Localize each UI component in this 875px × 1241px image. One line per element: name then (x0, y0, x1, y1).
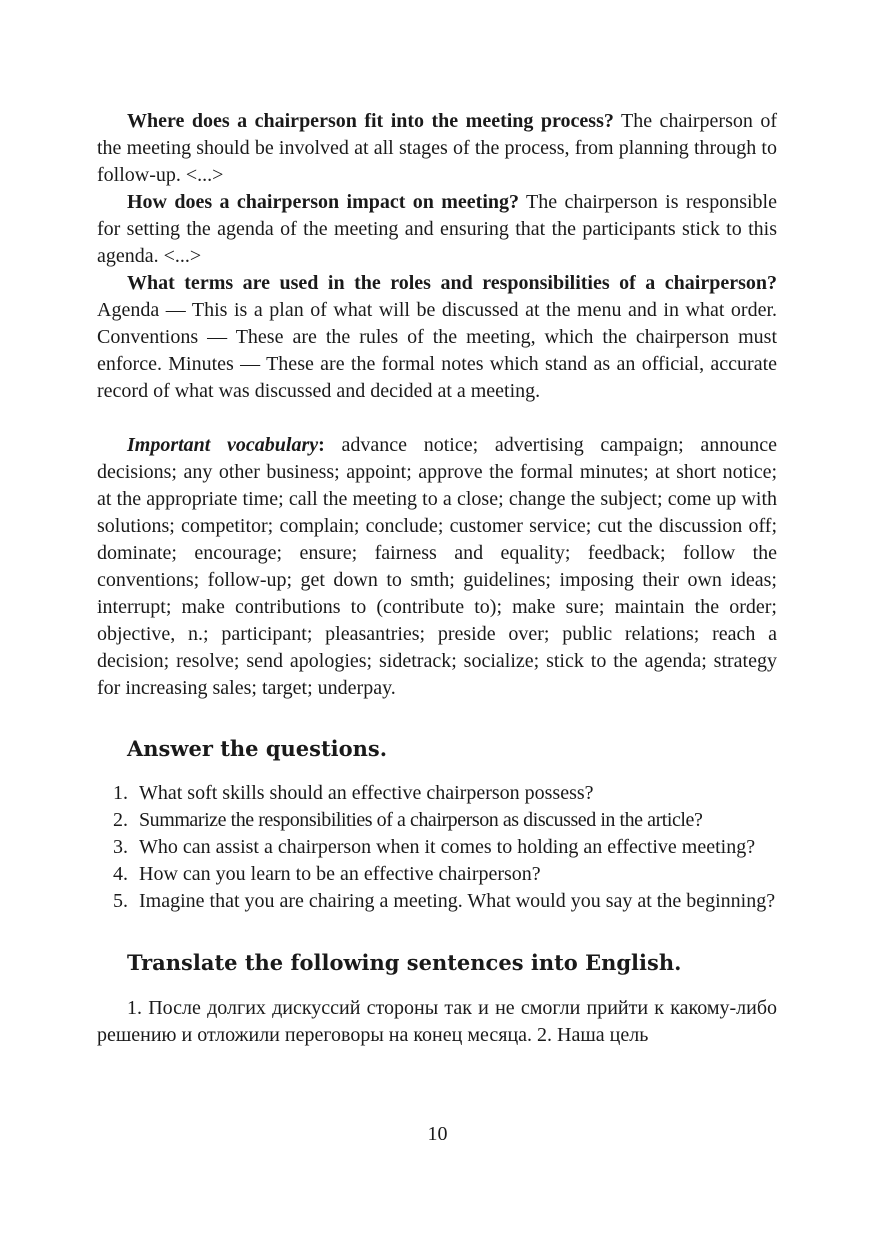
question-item (97, 861, 777, 888)
paragraph-chairperson-process (97, 108, 777, 189)
paragraph-text: The chairperson of the meeting should be involved at all stages of the process, from planning through to follow-up. <...> (97, 110, 777, 186)
question-text: Summarize the responsibilities of a chairperson as discussed in the article? (139, 809, 703, 831)
question-text: Imagine that you are chairing a meeting. What would you say at the beginning? (139, 890, 776, 912)
paragraph-text: The chairperson is responsible for setting the agenda of the meeting and ensuring that the participants stick to this agenda. <...> (97, 191, 777, 267)
paragraph-lead: What terms are used in the roles and responsibilities of a chairperson? (127, 272, 777, 294)
paragraph-chairperson-terms (97, 270, 777, 405)
vocabulary-text: advance notice; advertising campaign; announce decisions; any other business; appoint; approve the formal minutes; at short notice; at the appropriate time; call the meeting to a close; change the subject; come up with solutions; competitor; complain; conclude; customer service; cut the discussion off; dominate; encourage; ensure; fairness and equality; feedback; follow the conventions; follow-up; get down to smth; guidelines; imposing their own ideas; interrupt; make contributions to (contribute to); make sure; maintain the order; objective, n.; participant; pleasantries; preside over; public relations; reach a decision; resolve; send apologies; sidetrack; socialize; stick to the agenda; strategy for increasing sales; target; underpay. (97, 434, 778, 699)
question-number: 2. (113, 809, 128, 831)
paragraph-lead: Where does a chairperson fit into the meeting process? (127, 110, 614, 132)
translate-sentences: 1. После долгих дискуссий стороны так и не смогли прийти к какому-либо решению и отложили переговоры на конец месяца. 2. Наша цель (97, 997, 777, 1046)
question-item (97, 807, 777, 834)
paragraph-text: Agenda — This is a plan of what will be discussed at the menu and in what order. Conventions — These are the rules of the meeting, which the chairperson must enforce. Minutes — These are the formal notes which stand as an official, accurate record of what was discussed and decided at a meeting. (97, 299, 777, 402)
question-item (97, 780, 777, 807)
question-text: How can you learn to be an effective chairperson? (139, 863, 541, 885)
question-number: 3. (113, 836, 128, 858)
translate-heading: Translate the following sentences into English. (127, 950, 682, 975)
vocabulary-colon: : (318, 434, 325, 456)
vocabulary-lead: Important vocabulary (127, 434, 319, 456)
paragraph-chairperson-impact (97, 189, 777, 270)
question-text: Who can assist a chairperson when it comes to holding an effective meeting? (139, 836, 756, 858)
question-number: 1. (113, 782, 128, 804)
questions-list (97, 780, 777, 915)
question-text: What soft skills should an effective chairperson possess? (139, 782, 594, 804)
answer-questions-heading: Answer the questions. (127, 736, 388, 761)
question-item (97, 888, 777, 915)
question-number: 5. (113, 890, 128, 912)
question-number: 4. (113, 863, 128, 885)
vocabulary-paragraph (97, 432, 777, 702)
page-body (97, 108, 777, 1049)
paragraph-lead: How does a chairperson impact on meeting? (127, 191, 520, 213)
question-item (97, 834, 777, 861)
page-number: 10 (427, 1123, 448, 1145)
